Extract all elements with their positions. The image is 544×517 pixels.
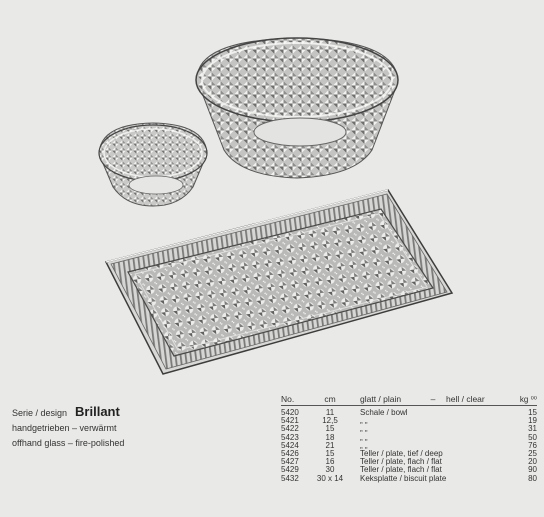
design-name: Brillant	[75, 404, 120, 419]
row-kg: 80	[528, 473, 537, 483]
row-no: 5422	[281, 424, 299, 434]
table-row	[281, 434, 537, 442]
row-kg: 31	[528, 424, 537, 434]
row-no: 5429	[281, 465, 299, 475]
row-desc: „ „	[360, 440, 368, 450]
row-kg: 76	[528, 440, 537, 450]
row-kg: 15	[528, 408, 537, 417]
table-row	[281, 417, 537, 425]
row-no: 5426	[281, 448, 299, 458]
series-description-en: offhand glass – fire-polished	[12, 438, 125, 448]
row-kg: 25	[528, 448, 537, 458]
row-kg: 90	[528, 465, 537, 475]
row-kg: 19	[528, 416, 537, 426]
row-desc: Teller / plate, tief / deep	[360, 448, 443, 458]
large-bowl	[196, 38, 398, 178]
row-no: 5432	[281, 473, 299, 483]
row-cm: 16	[325, 457, 335, 467]
header-no: No.	[281, 394, 295, 404]
series-info	[12, 404, 124, 451]
row-desc: Teller / plate, flach / flat	[360, 457, 442, 467]
small-bowl	[99, 123, 207, 206]
product-table	[281, 393, 537, 483]
row-cm: 15	[325, 424, 335, 434]
row-no: 5421	[281, 416, 299, 426]
row-desc: „ „	[360, 416, 368, 426]
row-desc: Keksplatte / biscuit plate	[360, 473, 447, 483]
header-dash: –	[430, 394, 436, 404]
row-cm: 11	[325, 408, 335, 417]
table-row	[281, 475, 537, 483]
row-no: 5420	[281, 408, 299, 417]
row-cm: 30	[325, 465, 335, 475]
row-no: 5424	[281, 440, 299, 450]
row-desc: „ „	[360, 432, 368, 442]
header-cm: cm	[324, 394, 336, 404]
row-desc: „ „	[360, 424, 368, 434]
biscuit-tray	[106, 190, 452, 374]
row-cm: 30 x 14	[316, 473, 344, 483]
series-description-de: handgetrieben – verwärmt	[12, 423, 117, 433]
row-no: 5427	[281, 457, 299, 467]
table-row	[281, 425, 537, 433]
series-label: Serie / design	[12, 408, 68, 418]
table-row	[281, 409, 537, 417]
row-cm: 18	[325, 432, 335, 442]
series-title	[12, 404, 124, 421]
row-kg: 20	[528, 457, 537, 467]
row-desc: Schale / bowl	[360, 408, 408, 417]
header-glatt: glatt / plain	[360, 394, 402, 404]
header-hell: hell / clear	[446, 394, 485, 404]
table-header	[281, 393, 537, 406]
row-no: 5423	[281, 432, 299, 442]
row-cm: 21	[325, 440, 335, 450]
row-kg: 50	[528, 432, 537, 442]
row-cm: 15	[325, 448, 335, 458]
header-kg: kg ⁰⁰	[519, 394, 537, 404]
row-desc: Teller / plate, flach / flat	[360, 465, 442, 475]
row-cm: 12,5	[322, 416, 338, 426]
